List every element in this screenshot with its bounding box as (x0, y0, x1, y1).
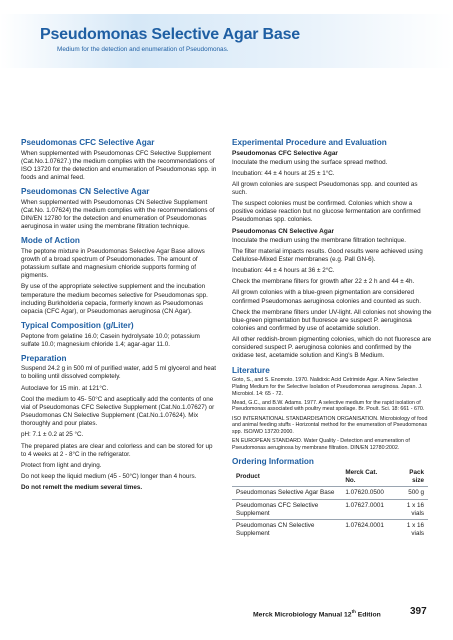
cat-no-cell: 1.07627.0001 (341, 499, 392, 519)
table-row (232, 520, 428, 540)
cfc-step-3: All grown colonies are suspect Pseudomonas spp. and counted as such. (232, 180, 418, 196)
edition-superscript: th (351, 609, 356, 614)
cn-step-2: The filter material impacts results. Good results were achieved using Cellulose-Mixed Ester membranes (e.g. Pall GN-6). (232, 247, 423, 263)
prep-paragraph-3: Cool the medium to 45- 50°C and aseptically add the contents of one vial of Pseudomonas CFC Selective Supplement (Cat.No.1.07627) or Pseudomonas CN Selective Supplement (Cat.No.1.07624). Mix thoroughly and pour plates. (21, 395, 215, 428)
cfc-step-2: Incubation: 44 ± 4 hours at 25 ± 1°C. (232, 169, 335, 177)
cn-step-6: Check the membrane filters under UV-light. All colonies not showing the blue-green pigmentation but fluoresce are suspect P. aeruginosa colonies and confirmed by use of acetamide solution. (232, 308, 432, 332)
cn-step-1: Inoculate the medium using the membrane filtration technique. (232, 236, 406, 244)
ordering-heading: Ordering Information (232, 456, 314, 466)
reference: Mead, G.C., and B.W. Adams. 1977. A selective medium for the rapid isolation of Pseudomonas associated with poultry meat spoilage. Br. Poult. Sci. 18: 661 - 670. (232, 399, 425, 413)
product-cell: Pseudomonas CFC Selective Supplement (232, 499, 341, 519)
manual-title: Merck Microbiology Manual 12 (253, 611, 352, 619)
page-number: 397 (410, 606, 427, 617)
page-title: Pseudomonas Selective Agar Base (40, 26, 300, 43)
cat-no-cell: 1.07620.0500 (341, 487, 392, 500)
reference: ISO INTERNATIONAL STANDARDISATION ORGANISATION. Microbiology of food and animal feeding stuffs - Horizontal method for the enumeration of Pseudomonas spp. ISO/WD 13720:2000. (232, 415, 428, 436)
pack-size-cell: 1 x 16 vials (392, 520, 428, 540)
cn-step-5: All grown colonies with a blue-green pigmentation are considered confirmed Pseudomonas aeruginosa colonies and counted as such. (232, 289, 422, 305)
edition-word: Edition (355, 611, 381, 619)
left-column (21, 138, 219, 495)
cn-text: When supplemented with Pseudomonas CN Selective Supplement (Cat.No. 1.07624) the medium complies with the recommendations of DIN/EN 12780 for the detection and enumeration of Pseudomonas aeruginosa in water using the membrane filtration technique. (21, 198, 215, 231)
cfc-heading: Pseudomonas CFC Selective Agar (21, 138, 155, 147)
table-row (232, 487, 428, 500)
product-cell: Pseudomonas Selective Agar Base (232, 487, 341, 500)
cn-subheading: Pseudomonas CN Selective Agar (232, 227, 334, 235)
prep-paragraph-7: Do not keep the liquid medium (45 - 50°C) longer than 4 hours. (21, 473, 197, 481)
cfc-step-1: Inoculate the medium using the surface spread method. (232, 158, 388, 166)
cn-step-7: All other reddish-brown pigmenting colonies, which do not fluoresce are considered suspect P. aeruginosa colonies and confirmed by the oxidase test, acetamide solution and King's B Medium. (232, 336, 432, 360)
prep-paragraph-2: Autoclave for 15 min. at 121°C. (21, 384, 109, 392)
prep-paragraph-8: Do not remelt the medium several times. (21, 484, 143, 492)
cfc-subheading: Pseudomonas CFC Selective Agar (232, 149, 338, 157)
prep-paragraph-6: Protect from light and drying. (21, 461, 102, 469)
column-header-cat-no: Merck Cat. No. (345, 469, 378, 484)
column-header-product: Product (236, 472, 260, 480)
composition-heading: Typical Composition (g/Liter) (21, 321, 134, 330)
page-subtitle: Medium for the detection and enumeration of Pseudomonas. (57, 46, 229, 53)
table-header-row (232, 468, 428, 487)
moa-paragraph-1: The peptone mixture in Pseudomonas Selective Agar Base allows growth of a broad spectrum of Pseudomonades. The amount of potassium sulfate and magnesium chloride supports forming of pigments. (21, 247, 205, 280)
literature-heading: Literature (232, 365, 270, 375)
experimental-heading: Experimental Procedure and Evaluation (232, 138, 387, 147)
right-column (232, 138, 432, 539)
reference: EN EUROPEAN STANDARD. Water Quality - Detection and enumeration of Pseudomonas aeruginosa by membrane filtration. DIN/EN 12780:2002. (232, 438, 410, 451)
ordering-table (232, 468, 428, 539)
moa-paragraph-2: By use of the appropriate selective supplement and the incubation temperature the medium becomes selective for Pseudomonas spp. including Burkholderia cepacia, formerly known as Pseudomonas cepacia (CFC Agar), or Pseudomonas aeruginosa (CN Agar). (21, 283, 208, 315)
cn-step-4: Check the membrane filters for growth after 22 ± 2 h and 44 ± 4h. (232, 278, 415, 286)
prep-paragraph-4: pH: 7.1 ± 0.2 at 25 °C. (21, 431, 84, 439)
cn-step-3: Incubation: 44 ± 4 hours at 36 ± 2°C. (232, 267, 335, 275)
pack-size-cell: 500 g (392, 487, 428, 500)
cfc-step-4: The suspect colonies must be confirmed. Colonies which show a positive oxidase reaction but no glucose fermentation are confirmed Pseudomonas spp. colonies. (232, 200, 421, 224)
cat-no-cell: 1.07624.0001 (341, 520, 392, 540)
pack-size-cell: 1 x 16 vials (392, 499, 428, 519)
product-cell: Pseudomonas CN Selective Supplement (232, 520, 341, 540)
column-header-pack-size: Pack size (409, 469, 424, 484)
prep-paragraph-1: Suspend 24.2 g in 500 ml of purified water, add 5 ml glycerol and heat to boiling until dissolved completely. (21, 365, 216, 381)
mode-of-action-heading: Mode of Action (21, 236, 80, 246)
manual-edition-label (253, 609, 381, 618)
cfc-text: When supplemented with Pseudomonas CFC Selective Supplement (Cat.No.1.07627.) the medium complies with the recommendations of ISO 13720 for the detection and enumeration of Pseudomonas spp. in foods and animal feed. (21, 149, 217, 181)
prep-paragraph-5: The prepared plates are clear and colorless and can be stored for up to 4 weeks at 2 - 8°C in the refrigerator. (21, 442, 213, 458)
cn-heading: Pseudomonas CN Selective Agar (21, 187, 150, 197)
table-row (232, 499, 428, 519)
preparation-heading: Preparation (21, 353, 67, 363)
reference: Goto, S., and S. Enomoto. 1970. Nalidixic Acid Cetrimide Agar. A New Selective Plating Medium for the Selective Isolation of Pseudomonas aeruginosa. Japan. J. Microbiol. 14: 65 - 72. (232, 377, 423, 397)
composition-text: Peptone from gelatine 16.0; Casein hydrolysate 10.0; potassium sulfate 10.0; magnesium chloride 1.4; agar-agar 11.0. (21, 332, 200, 348)
